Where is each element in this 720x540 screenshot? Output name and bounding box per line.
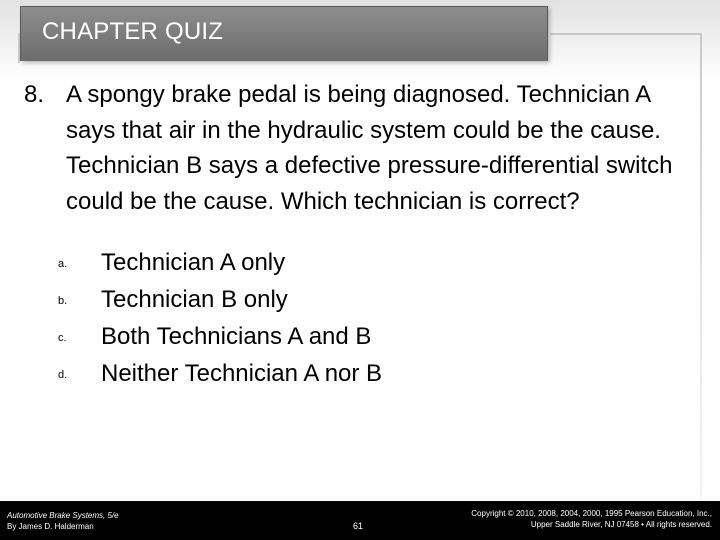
book-author: By James D. Halderman	[7, 522, 94, 531]
answer-list	[58, 246, 478, 394]
copyright-notice	[471, 508, 712, 530]
answer-option-c	[58, 320, 478, 357]
answer-option-d	[58, 357, 478, 394]
answer-option-b	[58, 283, 478, 320]
page-number: 61	[353, 521, 364, 531]
slide-title: CHAPTER QUIZ	[42, 18, 224, 45]
answer-text: Technician A only	[101, 249, 286, 276]
answer-option-a	[58, 246, 478, 283]
answer-text: Both Technicians A and B	[101, 323, 372, 350]
answer-letter: c.	[58, 332, 67, 344]
footer-book-info	[7, 510, 119, 532]
footer-bar	[0, 501, 720, 540]
question-text: A spongy brake pedal is being diagnosed. Technician A says that air in the hydraulic system could be the cause. Technician B says a defective pressure-differential switch could be the cause. Which technician is correct?	[66, 81, 673, 215]
copyright-line-1: Copyright © 2010, 2008, 2004, 2000, 1995 Pearson Education, Inc.,	[471, 509, 712, 518]
book-title: Automotive Brake Systems, 5/e	[7, 511, 119, 520]
answer-letter: d.	[58, 369, 68, 381]
answer-text: Neither Technician A nor B	[101, 360, 383, 387]
copyright-line-2: Upper Saddle River, NJ 07458 • All rights reserved.	[530, 520, 712, 529]
answer-text: Technician B only	[101, 286, 288, 313]
answer-letter: a.	[58, 258, 68, 270]
answer-letter: b.	[58, 295, 68, 307]
question-number: 8.	[24, 81, 45, 108]
decorative-rule	[550, 33, 702, 35]
